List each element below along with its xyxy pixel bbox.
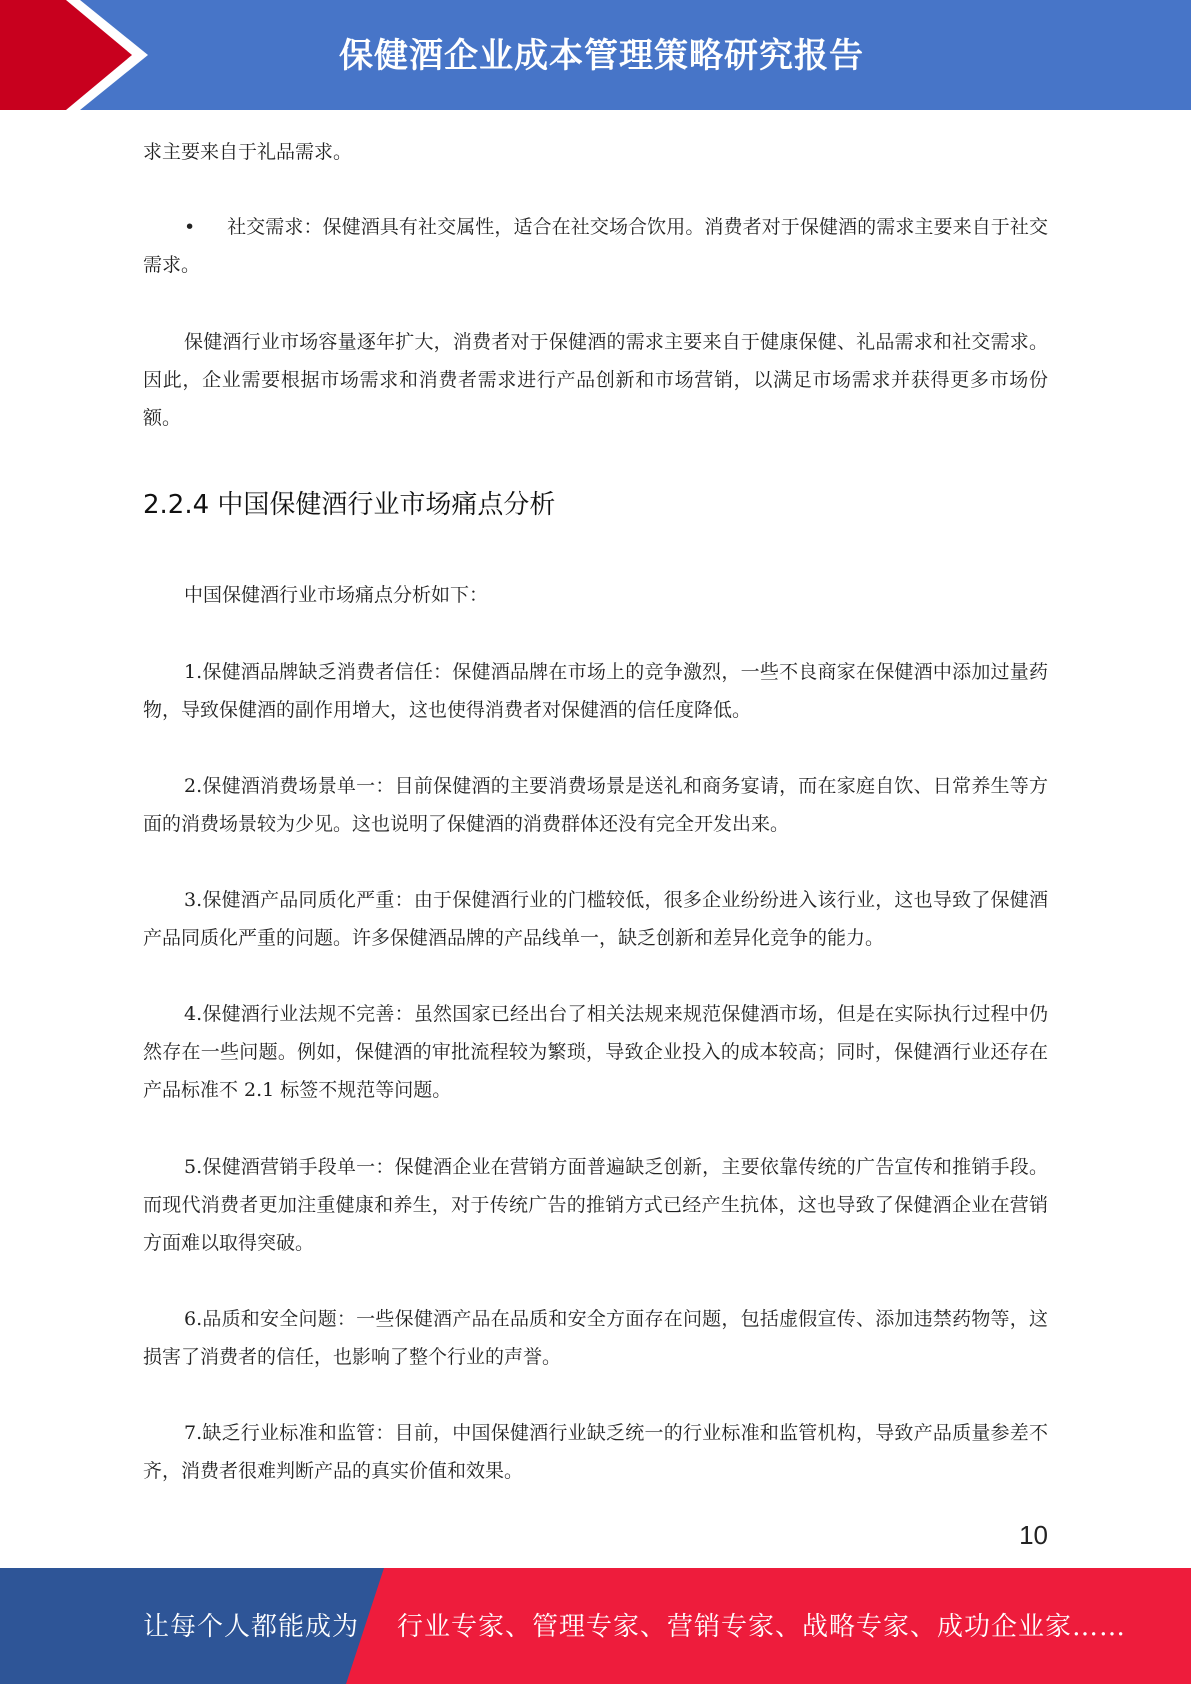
list-item: 1.保健酒品牌缺乏消费者信任：保健酒品牌在市场上的竞争激烈，一些不良商家在保健酒中添加过量药物，导致保健酒的副作用增大，这也使得消费者对保健酒的信任度降低。: [143, 661, 1048, 721]
footer-slogan-left: 让每个人都能成为: [143, 1612, 360, 1642]
bullet-paragraph: [143, 208, 1048, 284]
page-footer: [0, 1568, 1191, 1684]
bullet-icon: •: [184, 216, 196, 238]
list-item: 6.品质和安全问题：一些保健酒产品在品质和安全方面存在问题，包括虚假宣传、添加违禁药物等，这损害了消费者的信任，也影响了整个行业的声誉。: [143, 1308, 1048, 1368]
list-item: 4.保健酒行业法规不完善：虽然国家已经出台了相关法规来规范保健酒市场，但是在实际执行过程中仍然存在一些问题。例如，保健酒的审批流程较为繁琐，导致企业投入的成本较高；同时，保健酒行业还存在产品标准不 2.1 标签不规范等问题。: [143, 1003, 1048, 1101]
page-number: 10: [1019, 1520, 1048, 1550]
page-header: [0, 0, 1191, 110]
paragraph: 中国保健酒行业市场痛点分析如下：: [184, 584, 489, 606]
paragraph: 保健酒行业市场容量逐年扩大，消费者对于保健酒的需求主要来自于健康保健、礼品需求和社交需求。因此，企业需要根据市场需求和消费者需求进行产品创新和市场营销，以满足市场需求并获得更多市场份额。: [143, 331, 1048, 429]
list-item: 5.保健酒营销手段单一：保健酒企业在营销方面普遍缺乏创新，主要依靠传统的广告宣传和推销手段。而现代消费者更加注重健康和养生，对于传统广告的推销方式已经产生抗体，这也导致了保健酒企业在营销方面难以取得突破。: [143, 1156, 1048, 1254]
section-heading: 2.2.4 中国保健酒行业市场痛点分析: [143, 490, 556, 520]
footer-slogan-right: 行业专家、管理专家、营销专家、战略专家、成功企业家……: [397, 1612, 1127, 1642]
list-item: 7.缺乏行业标准和监管：目前，中国保健酒行业缺乏统一的行业标准和监管机构，导致产品质量参差不齐，消费者很难判断产品的真实价值和效果。: [143, 1422, 1048, 1482]
paragraph: 求主要来自于礼品需求。: [143, 141, 353, 163]
bullet-text: 社交需求：保健酒具有社交属性，适合在社交场合饮用。消费者对于保健酒的需求主要来自于社交需求。: [143, 216, 1048, 276]
list-item: 2.保健酒消费场景单一：目前保健酒的主要消费场景是送礼和商务宴请，而在家庭自饮、日常养生等方面的消费场景较为少见。这也说明了保健酒的消费群体还没有完全开发出来。: [143, 775, 1048, 835]
document-title: 保健酒企业成本管理策略研究报告: [339, 36, 864, 76]
list-item: 3.保健酒产品同质化严重：由于保健酒行业的门槛较低，很多企业纷纷进入该行业，这也导致了保健酒产品同质化严重的问题。许多保健酒品牌的产品线单一，缺乏创新和差异化竞争的能力。: [143, 889, 1048, 949]
